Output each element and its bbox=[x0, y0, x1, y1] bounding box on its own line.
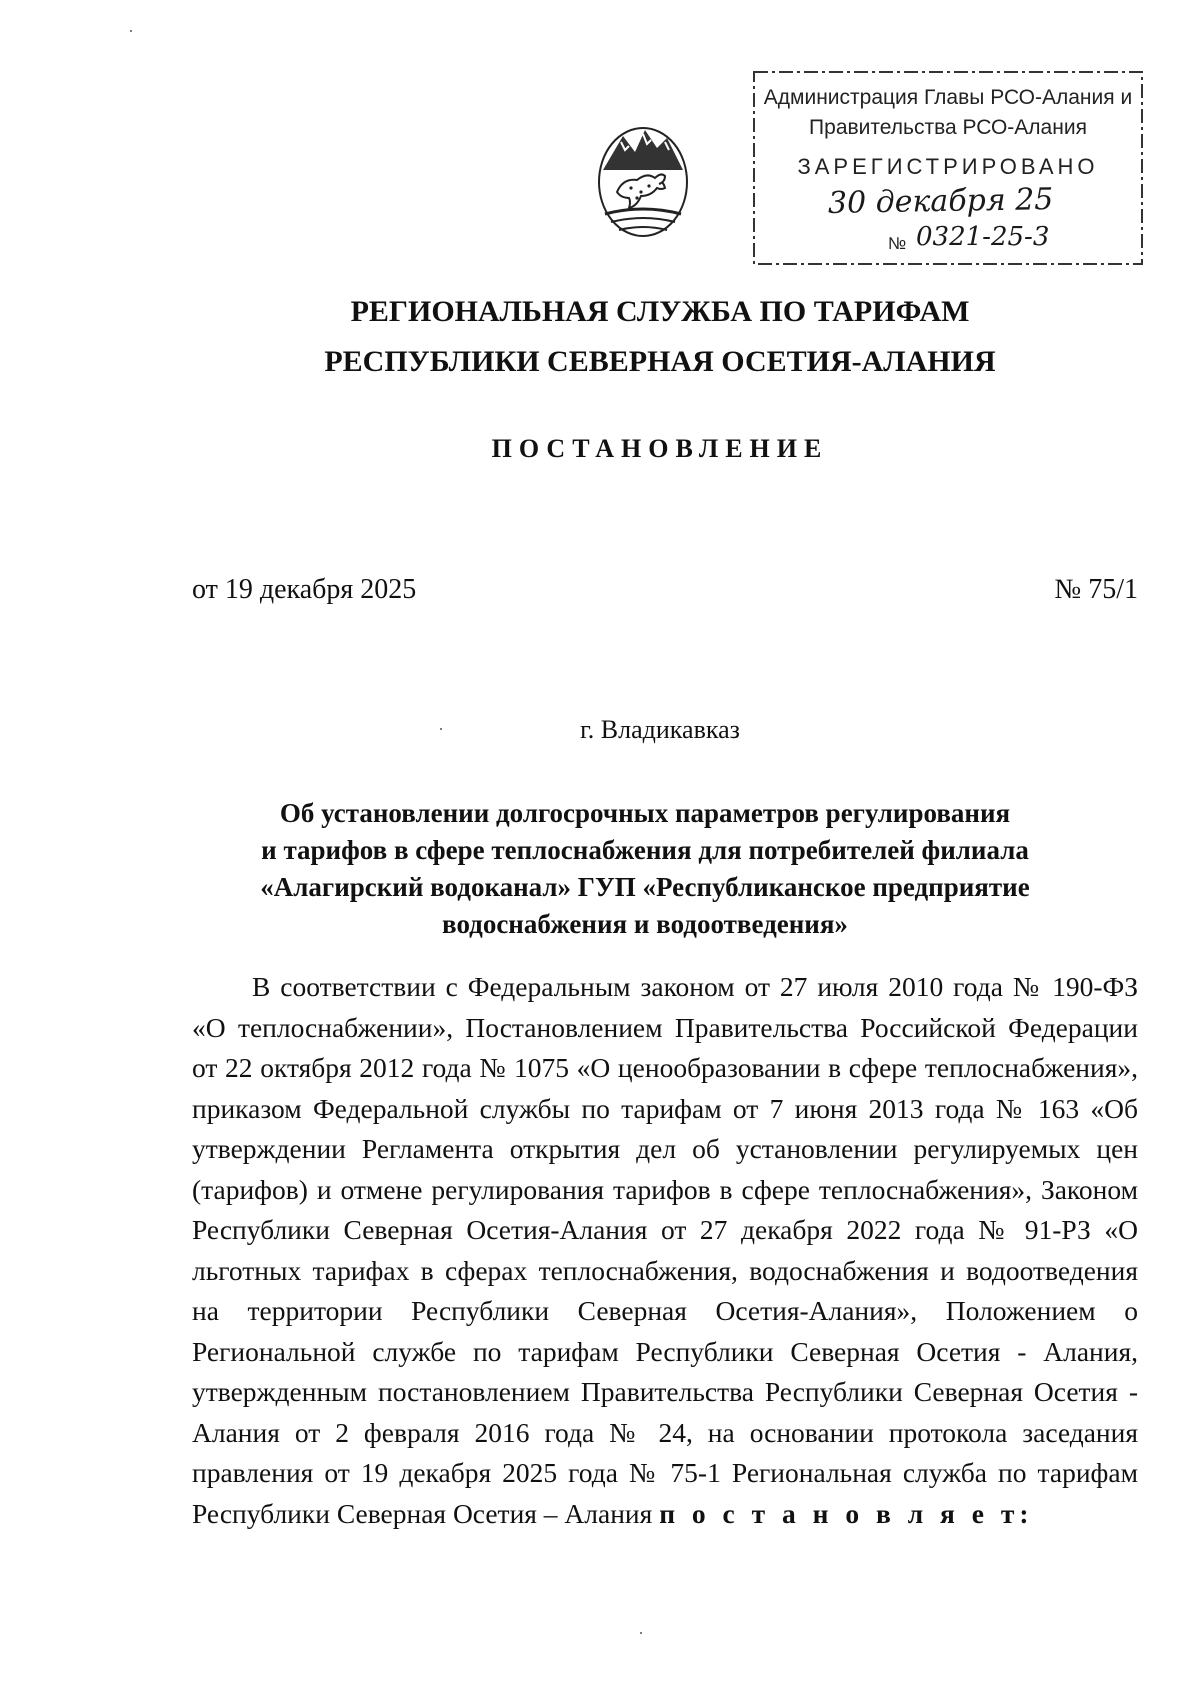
stamp-government-line: Правительства РСО-Алания bbox=[809, 116, 1087, 139]
resolves-word: п о с т а н о в л я е т: bbox=[659, 1497, 1034, 1529]
stamp-number-label: № bbox=[888, 234, 907, 253]
document-number: № 75/1 bbox=[1054, 574, 1138, 605]
scan-speck bbox=[440, 728, 442, 730]
scan-speck bbox=[640, 1632, 642, 1634]
subject-line-1: Об установлении долгосрочных параметров регулирования bbox=[279, 798, 1011, 828]
org-title-line-1: РЕГИОНАЛЬНАЯ СЛУЖБА ПО ТАРИФАМ bbox=[350, 295, 970, 328]
preamble-text: В соответствии с Федеральным законом от 27 июля 2010 года № 190-ФЗ «О теплоснабжении», Постановлением Правительства Российской Федерации от 22 октября 2012 года № 1075 «О ценообразовании в сфере теплоснабжения», приказом Федеральной службы по тарифам от 7 июня 2013 года № 163 «Об утверждении Регламента открытия дел об установлении регулируемых цен (тарифов) и отмене регулирования тарифов в сфере теплоснабжения», Законом Республики Северная Осетия-Алания от 27 декабря 2022 года № 91-РЗ «О льготных тарифах в сферах теплоснабжения, водоснабжения и водоотведения на территории Республики Северная Осетия-Алания», Положением о Региональной службе по тарифам Республики Северная Осетия - Алания, утвержденным постановлением Правительства Республики Северная Осетия - Алания от 2 февраля 2016 года № 24, на основании протокола заседания правления от 19 декабря 2025 года № 75-1 Региональная служба по тарифам Республики Северная Осетия – Алания bbox=[192, 971, 1138, 1529]
document-type: ПОСТАНОВЛЕНИЕ bbox=[491, 434, 829, 463]
coat-of-arms-icon bbox=[595, 122, 691, 240]
document-subject bbox=[210, 795, 1080, 943]
document-date: от 19 декабря 2025 bbox=[192, 574, 417, 605]
subject-line-4: водоснабжения и водоотведения» bbox=[442, 909, 848, 939]
subject-line-3: «Алагирский водоканал» ГУП «Республиканское предприятие bbox=[260, 872, 1030, 902]
stamp-handwritten-number: 0321-25-3 bbox=[916, 222, 1050, 252]
scan-speck bbox=[130, 30, 132, 32]
stamp-administration-line: Администрация Главы РСО-Алания и bbox=[763, 86, 1133, 109]
subject-line-2: и тарифов в сфере теплоснабжения для потребителей филиала bbox=[261, 835, 1029, 865]
org-title-line-2: РЕСПУБЛИКИ СЕВЕРНАЯ ОСЕТИЯ-АЛАНИЯ bbox=[324, 345, 996, 378]
stamp-handwritten-date: 30 декабря 25 bbox=[827, 182, 1054, 221]
registration-stamp bbox=[748, 68, 1148, 268]
document-city: г. Владикавказ bbox=[580, 715, 740, 744]
preamble-paragraph bbox=[192, 967, 1138, 1534]
stamp-registered-label: ЗАРЕГИСТРИРОВАНО bbox=[797, 154, 1099, 179]
